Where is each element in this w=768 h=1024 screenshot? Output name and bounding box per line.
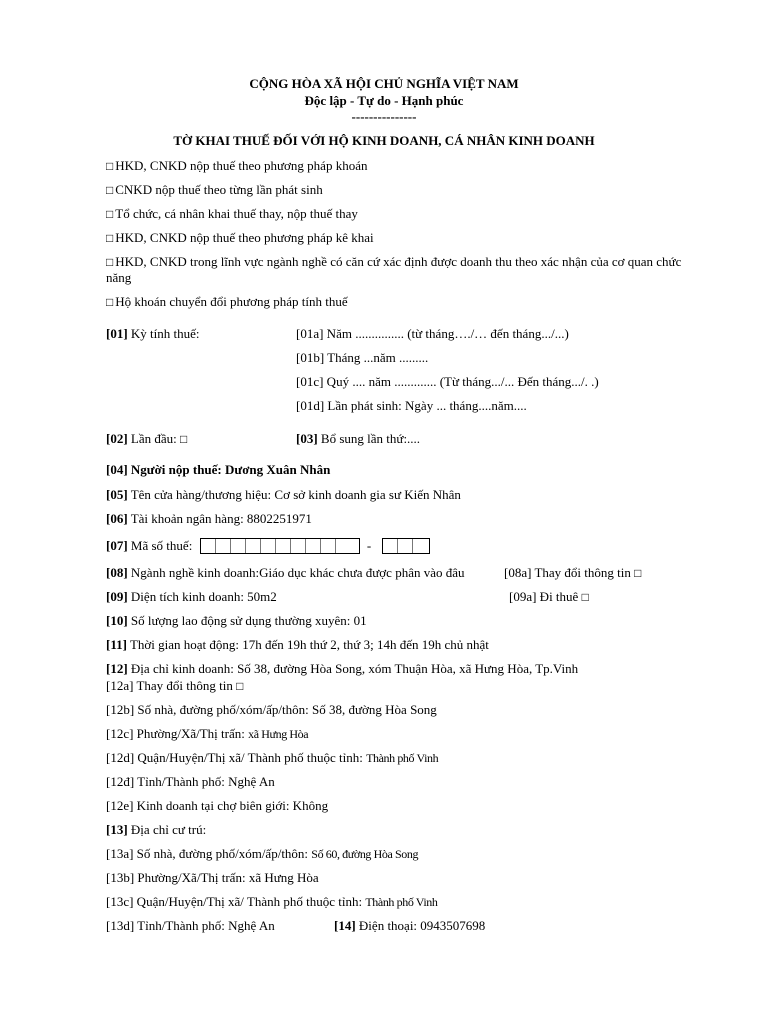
checkbox-icon[interactable]: □ [106, 231, 114, 245]
residence-street: [13a] Số nhà, đường phố/xóm/ấp/thôn: Số 60, đường Hòa Song [106, 846, 419, 861]
republic-heading: CỘNG HÒA XÃ HỘI CHỦ NGHĨA VIỆT NAM [249, 76, 519, 91]
phone-number: [14] Điện thoại: 0943507698 [334, 918, 486, 933]
checkbox-icon[interactable]: □ [180, 432, 188, 446]
residence-ward: [13b] Phường/Xã/Thị trấn: xã Hưng Hòa [106, 870, 319, 885]
rented-premises[interactable]: [09a] Đi thuê □ [509, 589, 589, 604]
business-line-change[interactable]: [08a] Thay đổi thông tin □ [504, 565, 642, 580]
option-authority-confirmed[interactable]: □ HKD, CNKD trong lĩnh vực ngành nghề có căn cứ xác định được doanh thu theo xác nhận của cơ quan chức năng [106, 254, 682, 285]
bank-account: [06] Tài khoản ngân hàng: 8802251971 [106, 511, 312, 526]
tax-id[interactable]: [07] Mã số thuế: - [106, 538, 430, 554]
option-conversion[interactable]: □ Hộ khoán chuyển đổi phương pháp tính thuế [106, 294, 348, 309]
period-label: [01] Kỳ tính thuế: [106, 326, 200, 341]
option-declaration[interactable]: □ HKD, CNKD nộp thuế theo phương pháp kê khai [106, 230, 374, 245]
period-month: [01b] Tháng ...năm ......... [296, 350, 429, 365]
checkbox-icon[interactable]: □ [634, 566, 642, 580]
business-area: [09] Diện tích kinh doanh: 50m2 [106, 589, 277, 604]
taxpayer-name: [04] Người nộp thuế: Dương Xuân Nhân [106, 462, 331, 477]
business-line: [08] Ngành nghề kinh doanh:Giáo dục khác chưa được phân vào đâu [106, 565, 465, 580]
residence-district: [13c] Quận/Huyện/Thị xã/ Thành phố thuộc tỉnh: Thành phố Vinh [106, 894, 438, 909]
checkbox-icon[interactable]: □ [106, 207, 114, 221]
period-occurrence: [01d] Lần phát sinh: Ngày ... tháng....năm.... [296, 398, 527, 413]
store-name: [05] Tên cửa hàng/thương hiệu: Cơ sở kinh doanh gia sư Kiến Nhân [106, 487, 461, 502]
period-year: [01a] Năm ............... (từ tháng…./… đến tháng.../...) [296, 326, 569, 341]
business-address: [12] Địa chỉ kinh doanh: Số 38, đường Hòa Song, xóm Thuận Hòa, xã Hưng Hòa, Tp.Vinh [106, 661, 579, 676]
checkbox-icon[interactable]: □ [106, 255, 114, 269]
residence-address: [13] Địa chỉ cư trú: [106, 822, 207, 837]
tax-id-suffix-boxes[interactable] [382, 538, 430, 554]
period-quarter: [01c] Quý .... năm ............. (Từ tháng.../... Đến tháng.../. .) [296, 374, 599, 389]
first-time[interactable]: [02] Lần đầu: □ [106, 431, 188, 446]
business-address-province: [12đ] Tỉnh/Thành phố: Nghệ An [106, 774, 275, 789]
motto: Độc lập - Tự do - Hạnh phúc [304, 93, 464, 108]
supplement: [03] Bổ sung lần thứ:.... [296, 431, 421, 446]
checkbox-icon[interactable]: □ [106, 159, 114, 173]
form-title: TỜ KHAI THUẾ ĐỐI VỚI HỘ KINH DOANH, CÁ NHÂN KINH DOANH [173, 133, 595, 148]
border-market: [12e] Kinh doanh tại chợ biên giới: Không [106, 798, 329, 813]
business-address-change[interactable]: [12a] Thay đổi thông tin □ [106, 678, 244, 693]
operating-hours: [11] Thời gian hoạt động: 17h đến 19h thứ 2, thứ 3; 14h đến 19h chủ nhật [106, 637, 489, 652]
checkbox-icon[interactable]: □ [581, 590, 589, 604]
business-address-street: [12b] Số nhà, đường phố/xóm/ấp/thôn: Số 38, đường Hòa Song [106, 702, 437, 717]
option-lump-sum[interactable]: □ HKD, CNKD nộp thuế theo phương pháp khoán [106, 158, 368, 173]
checkbox-icon[interactable]: □ [106, 295, 114, 309]
checkbox-icon[interactable]: □ [106, 183, 114, 197]
workers: [10] Số lượng lao động sử dụng thường xuyên: 01 [106, 613, 367, 628]
business-address-ward: [12c] Phường/Xã/Thị trấn: xã Hưng Hòa [106, 726, 309, 741]
checkbox-icon[interactable]: □ [236, 679, 244, 693]
tax-id-separator: - [366, 538, 372, 553]
option-proxy-filing[interactable]: □ Tổ chức, cá nhân khai thuế thay, nộp thuế thay [106, 206, 358, 221]
tax-id-boxes[interactable] [200, 538, 360, 554]
header-divider: --------------- [351, 109, 417, 124]
residence-province: [13d] Tỉnh/Thành phố: Nghệ An [106, 918, 275, 933]
business-address-district: [12d] Quận/Huyện/Thị xã/ Thành phố thuộc tỉnh: Thành phố Vinh [106, 750, 439, 765]
option-per-occurrence[interactable]: □ CNKD nộp thuế theo từng lần phát sinh [106, 182, 323, 197]
